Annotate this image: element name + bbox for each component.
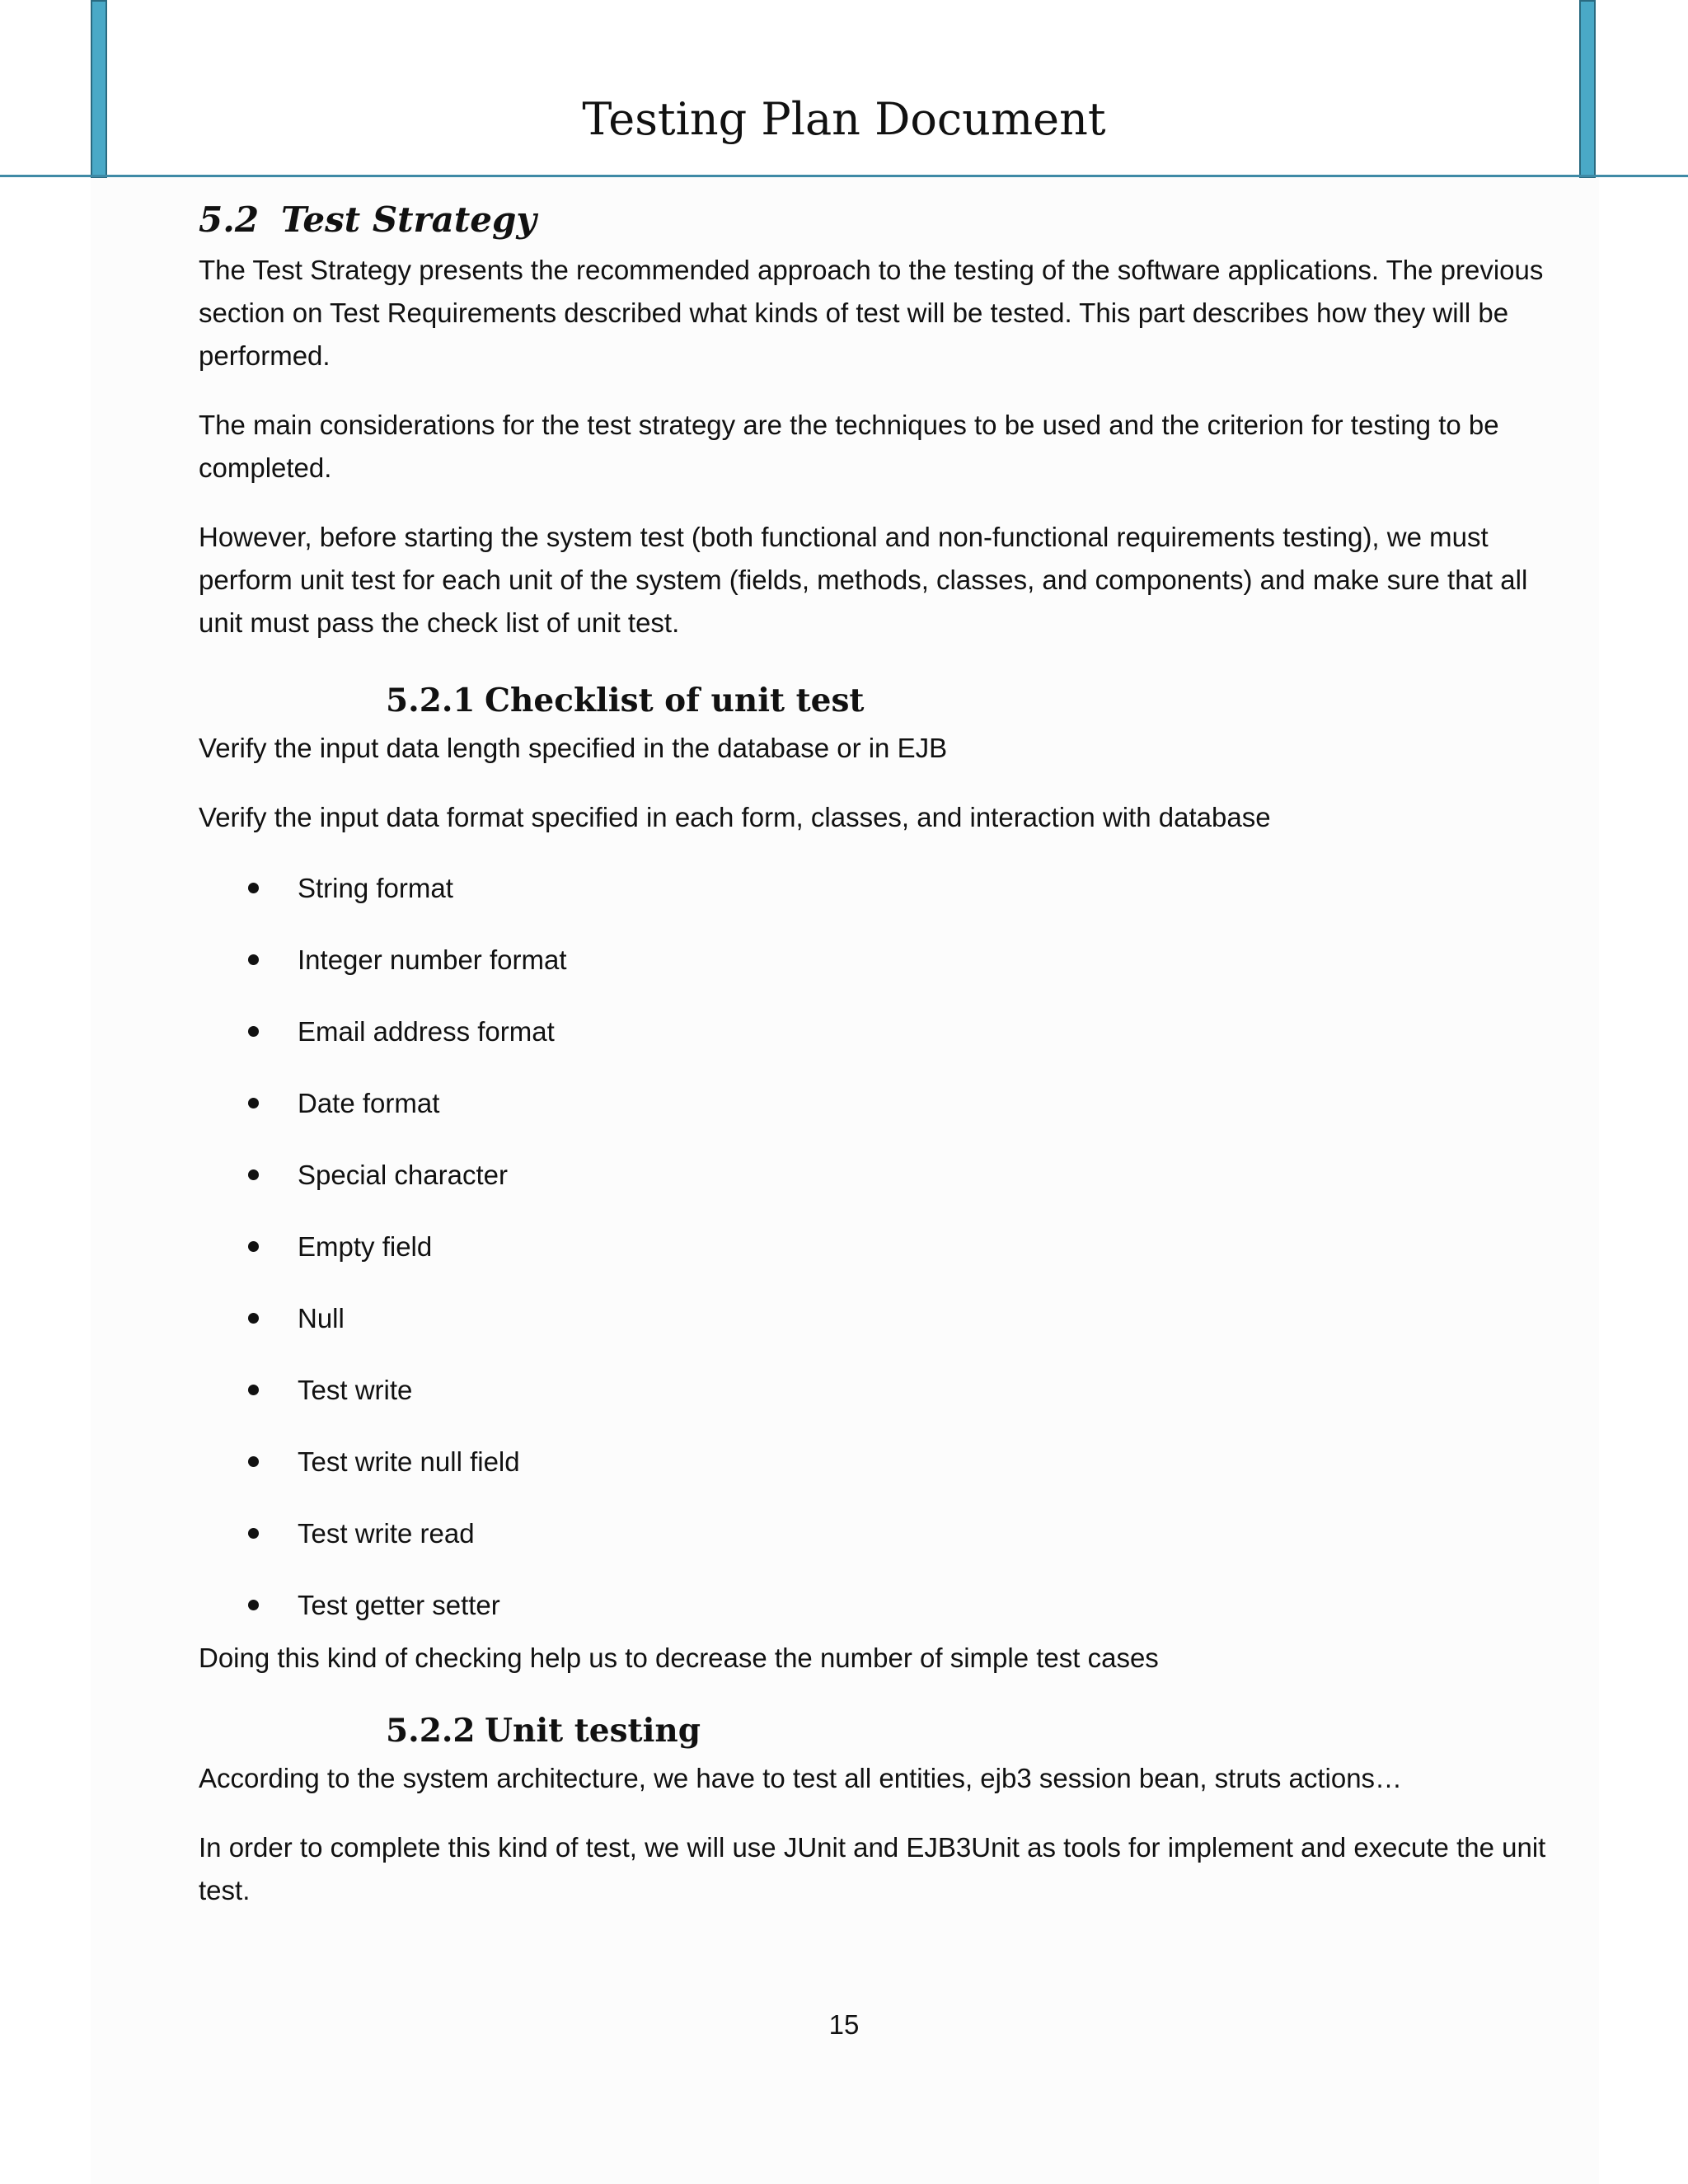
list-item (199, 867, 1550, 939)
subsection-heading-unit-testing (386, 1709, 1550, 1752)
subsection-number: 5.2.1 (386, 682, 476, 719)
bullet-icon (248, 883, 259, 893)
page-header (0, 0, 1688, 176)
section-title: Test Strategy (281, 199, 537, 240)
document-title: Testing Plan Document (582, 93, 1106, 145)
checklist-conclusion: Doing this kind of checking help us to decrease the number of simple test cases (199, 1643, 1159, 1673)
list-item-label: Integer number format (298, 944, 567, 975)
strategy-paragraph: The main considerations for the test strategy are the techniques to be used and the criterion for testing to be completed. (199, 410, 1499, 483)
header-right-bar (1579, 0, 1596, 178)
subsection-heading-checklist (386, 679, 1550, 722)
list-item (199, 1154, 1550, 1226)
strategy-paragraph: The Test Strategy presents the recommended approach to the testing of the software applications. The previous section on Test Requirements described what kinds of test will be tested. This part describes how they will be performed. (199, 255, 1544, 371)
list-item-label: Email address format (298, 1016, 555, 1047)
strategy-paragraph: However, before starting the system test (both functional and non-functional requirements testing), we must perform unit test for each unit of the system (fields, methods, classes, and components) and make sure that all unit must pass the check list of unit test. (199, 522, 1528, 638)
header-left-bar (91, 0, 107, 178)
header-divider (0, 175, 1688, 177)
bullet-icon (248, 1385, 259, 1395)
subsection-title: Checklist of unit test (485, 682, 865, 719)
bullet-icon (248, 1313, 259, 1324)
unit-testing-paragraph: In order to complete this kind of test, we will use JUnit and EJB3Unit as tools for implement and execute the unit test. (199, 1832, 1546, 1905)
list-item (199, 1226, 1550, 1297)
list-item (199, 1512, 1550, 1584)
bullet-icon (248, 1098, 259, 1108)
checklist-intro: Verify the input data format specified in each form, classes, and interaction with database (199, 802, 1271, 832)
subsection-number: 5.2.2 (386, 1712, 476, 1750)
checklist-intro: Verify the input data length specified in the database or in EJB (199, 733, 948, 763)
section-number: 5.2 (199, 199, 260, 240)
list-item-label: String format (298, 873, 453, 903)
section-heading-test-strategy (199, 196, 1550, 244)
bullet-icon (248, 1026, 259, 1037)
list-item-label: Test write read (298, 1518, 475, 1549)
list-item-label: Test write null field (298, 1446, 520, 1477)
bullet-icon (248, 1456, 259, 1467)
subsection-title: Unit testing (485, 1712, 701, 1750)
list-item (199, 1584, 1550, 1638)
list-item-label: Empty field (298, 1231, 433, 1262)
list-item-label: Test write (298, 1375, 413, 1405)
list-item-label: Null (298, 1303, 345, 1333)
list-item-label: Special character (298, 1160, 508, 1190)
list-item-label: Test getter setter (298, 1590, 500, 1620)
list-item (199, 1369, 1550, 1441)
page-content (199, 196, 1550, 1938)
bullet-icon (248, 1241, 259, 1252)
bullet-icon (248, 1169, 259, 1180)
bullet-icon (248, 1600, 259, 1610)
list-item (199, 1441, 1550, 1512)
bullet-icon (248, 1528, 259, 1539)
list-item (199, 1010, 1550, 1082)
list-item-label: Date format (298, 1088, 440, 1118)
page-number: 15 (828, 2009, 860, 2040)
list-item (199, 1082, 1550, 1154)
list-item (199, 939, 1550, 1010)
list-item (199, 1297, 1550, 1369)
unit-testing-paragraph: According to the system architecture, we have to test all entities, ejb3 session bean, struts actions… (199, 1763, 1403, 1793)
bullet-icon (248, 954, 259, 965)
unit-test-checklist (199, 867, 1550, 1638)
